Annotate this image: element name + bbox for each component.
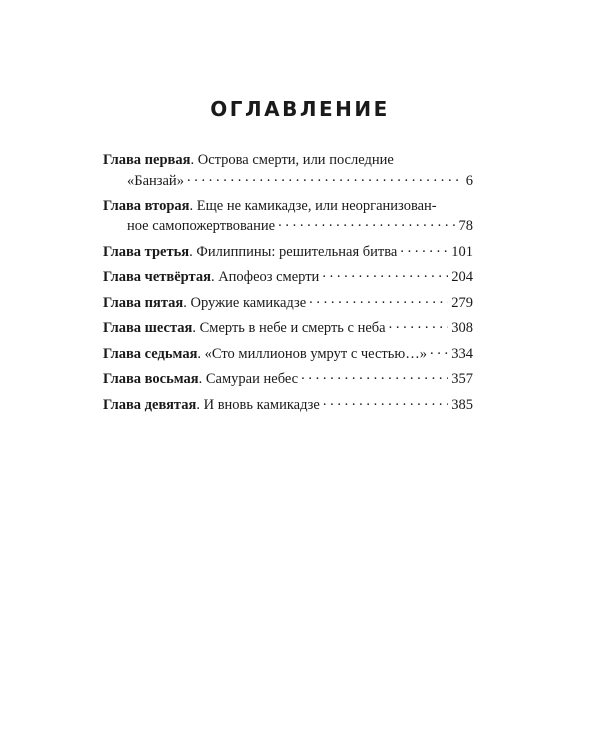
chapter-label: Глава четвёртая <box>103 269 211 285</box>
chapter-label: Глава первая <box>103 152 191 168</box>
chapter-label: Глава девятая <box>103 396 197 413</box>
chapter-label: Глава пятая <box>103 294 184 311</box>
dot-leader <box>301 369 448 384</box>
toc-entry-line <box>103 196 473 216</box>
chapter-title-continued: ное самопожертвование <box>127 218 276 234</box>
toc-entry-line <box>103 241 473 262</box>
dot-leader <box>309 292 448 307</box>
toc-entry-line <box>103 394 473 415</box>
page-number: 101 <box>451 243 473 260</box>
chapter-label: Глава вторая <box>103 197 190 214</box>
page-number: 357 <box>451 371 473 387</box>
toc-entry-line <box>103 343 473 364</box>
page-title: ОГЛАВЛЕНИЕ <box>210 97 390 121</box>
toc-entry <box>103 196 473 237</box>
chapter-label: Глава восьмая <box>103 371 199 387</box>
dot-leader <box>278 216 455 231</box>
page-number: 204 <box>451 269 473 285</box>
chapter-title: . Смерть в небе и смерть с неба <box>192 320 386 336</box>
toc-entry-line <box>103 150 473 170</box>
chapter-title: . Апофеоз смерти <box>210 269 320 285</box>
toc-entry <box>103 369 473 390</box>
toc-entry-line <box>103 292 473 313</box>
toc-entry-line <box>103 318 473 339</box>
chapter-label: Глава третья <box>103 243 190 260</box>
toc-entry <box>103 292 473 313</box>
chapter-title: . И вновь камикадзе <box>196 396 320 413</box>
toc-entry <box>103 394 473 415</box>
dot-leader <box>389 318 449 333</box>
toc-entry <box>103 241 473 262</box>
page-number: 6 <box>465 172 473 189</box>
toc-entry <box>103 318 473 339</box>
chapter-title: . Острова смерти, или последние <box>190 152 394 168</box>
page-number: 78 <box>458 218 473 234</box>
chapter-label: Глава шестая <box>103 320 193 336</box>
toc-entry <box>103 267 473 288</box>
chapter-title: . Оружие камикадзе <box>183 294 307 311</box>
chapter-title: . Филиппины: решительная битва <box>189 243 398 260</box>
toc-entry-line <box>103 267 473 288</box>
toc-entry-line <box>103 369 473 390</box>
page-number: 334 <box>451 345 473 362</box>
chapter-title: . Самураи небес <box>198 371 299 387</box>
dot-leader <box>323 394 448 409</box>
toc-entry-line <box>103 216 473 237</box>
chapter-title-continued: «Банзай» <box>127 172 184 189</box>
dot-leader <box>400 241 448 256</box>
toc-entry-line <box>103 170 473 191</box>
dot-leader <box>430 343 448 358</box>
dot-leader <box>322 267 448 282</box>
chapter-title: . Еще не камикадзе, или неорганизован- <box>189 197 437 214</box>
toc-entry <box>103 150 473 191</box>
dot-leader <box>187 170 463 185</box>
page-number: 279 <box>451 294 473 311</box>
toc-entry <box>103 343 473 364</box>
page-number: 385 <box>451 396 473 413</box>
chapter-label: Глава седьмая <box>103 345 198 362</box>
page-number: 308 <box>451 320 473 336</box>
chapter-title: . «Сто миллионов умрут с честью…» <box>197 345 427 362</box>
table-of-contents <box>103 150 473 420</box>
